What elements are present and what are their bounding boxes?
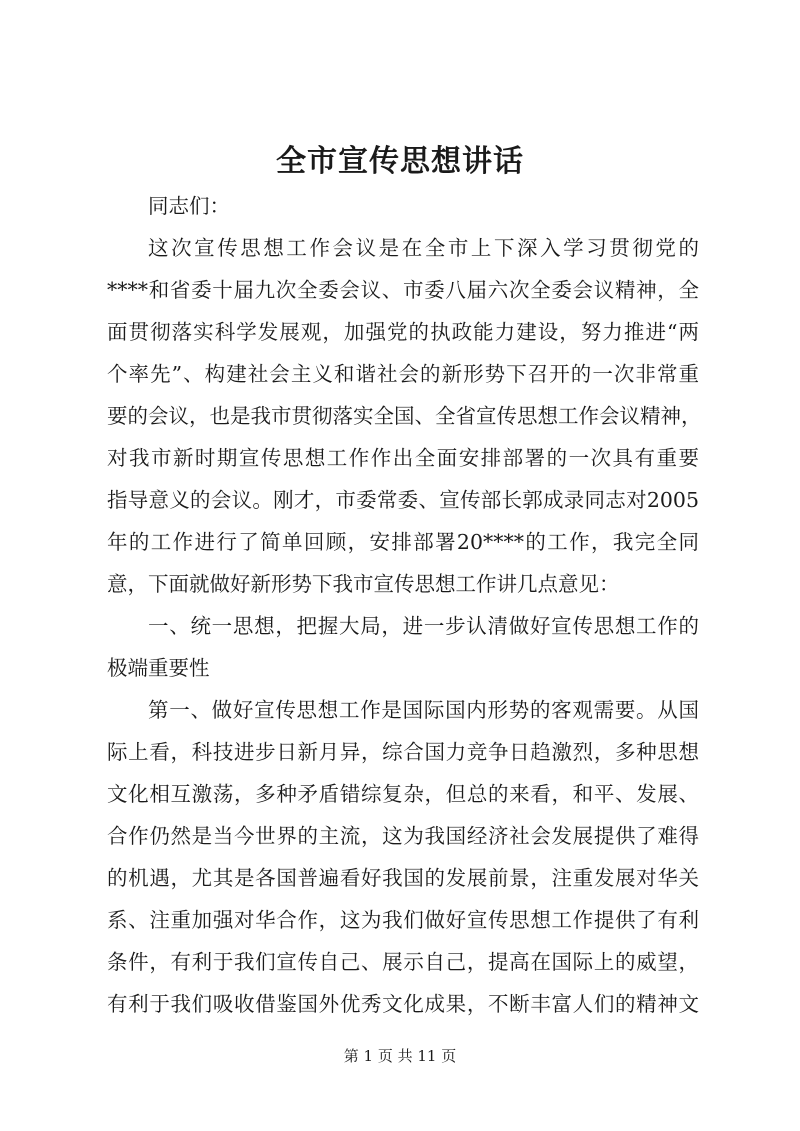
text-line: ****和省委十届九次全委会议、市委八届六次全委会议精神，全 — [107, 278, 699, 302]
text-line: 际上看，科技进步日新月异，综合国力竞争日趋激烈，多种思想 — [107, 740, 699, 764]
text-line: 合作仍然是当今世界的主流，这为我国经济社会发展提供了难得 — [107, 824, 699, 848]
text-line: 要的会议，也是我市贯彻落实全国、全省宣传思想工作会议精神， — [107, 404, 702, 428]
text-line: 对我市新时期宣传思想工作作出全面安排部署的一次具有重要 — [107, 446, 699, 470]
text-line: 一、统一思想，把握大局，进一步认清做好宣传思想工作的 — [148, 614, 699, 638]
text-line: 指导意义的会议。刚才，市委常委、宣传部长郭成录同志对2005 — [107, 488, 699, 512]
text-line: 文化相互激荡，多种矛盾错综复杂，但总的来看，和平、发展、 — [107, 782, 699, 806]
document-body — [107, 185, 702, 1025]
text-line: 第一、做好宣传思想工作是国际国内形势的客观需要。从国 — [148, 698, 699, 722]
text-line: 年的工作进行了简单回顾，安排部署20****的工作，我完全同 — [107, 530, 699, 554]
text-line: 个率先”、构建社会主义和谐社会的新形势下召开的一次非常重 — [107, 362, 699, 386]
page-title: 全市宣传思想讲话 — [276, 144, 524, 179]
text-line: 面贯彻落实科学发展观，加强党的执政能力建设，努力推进“两 — [107, 320, 699, 344]
text-line: 的机遇，尤其是各国普遍看好我国的发展前景，注重发展对华关 — [107, 866, 699, 890]
text-line: 极端重要性 — [107, 656, 210, 680]
text-line: 意，下面就做好新形势下我市宣传思想工作讲几点意见： — [107, 572, 620, 596]
text-line: 有利于我们吸收借鉴国外优秀文化成果，不断丰富人们的精神文 — [107, 992, 699, 1016]
text-line: 这次宣传思想工作会议是在全市上下深入学习贯彻党的 — [148, 236, 699, 260]
page-footer: 第 1 页 共 11 页 — [343, 1047, 457, 1065]
text-line: 同志们： — [148, 194, 230, 218]
text-line: 系、注重加强对华合作，这为我们做好宣传思想工作提供了有利 — [107, 908, 699, 932]
text-line: 条件，有利于我们宣传自己、展示自己，提高在国际上的威望， — [107, 950, 699, 974]
